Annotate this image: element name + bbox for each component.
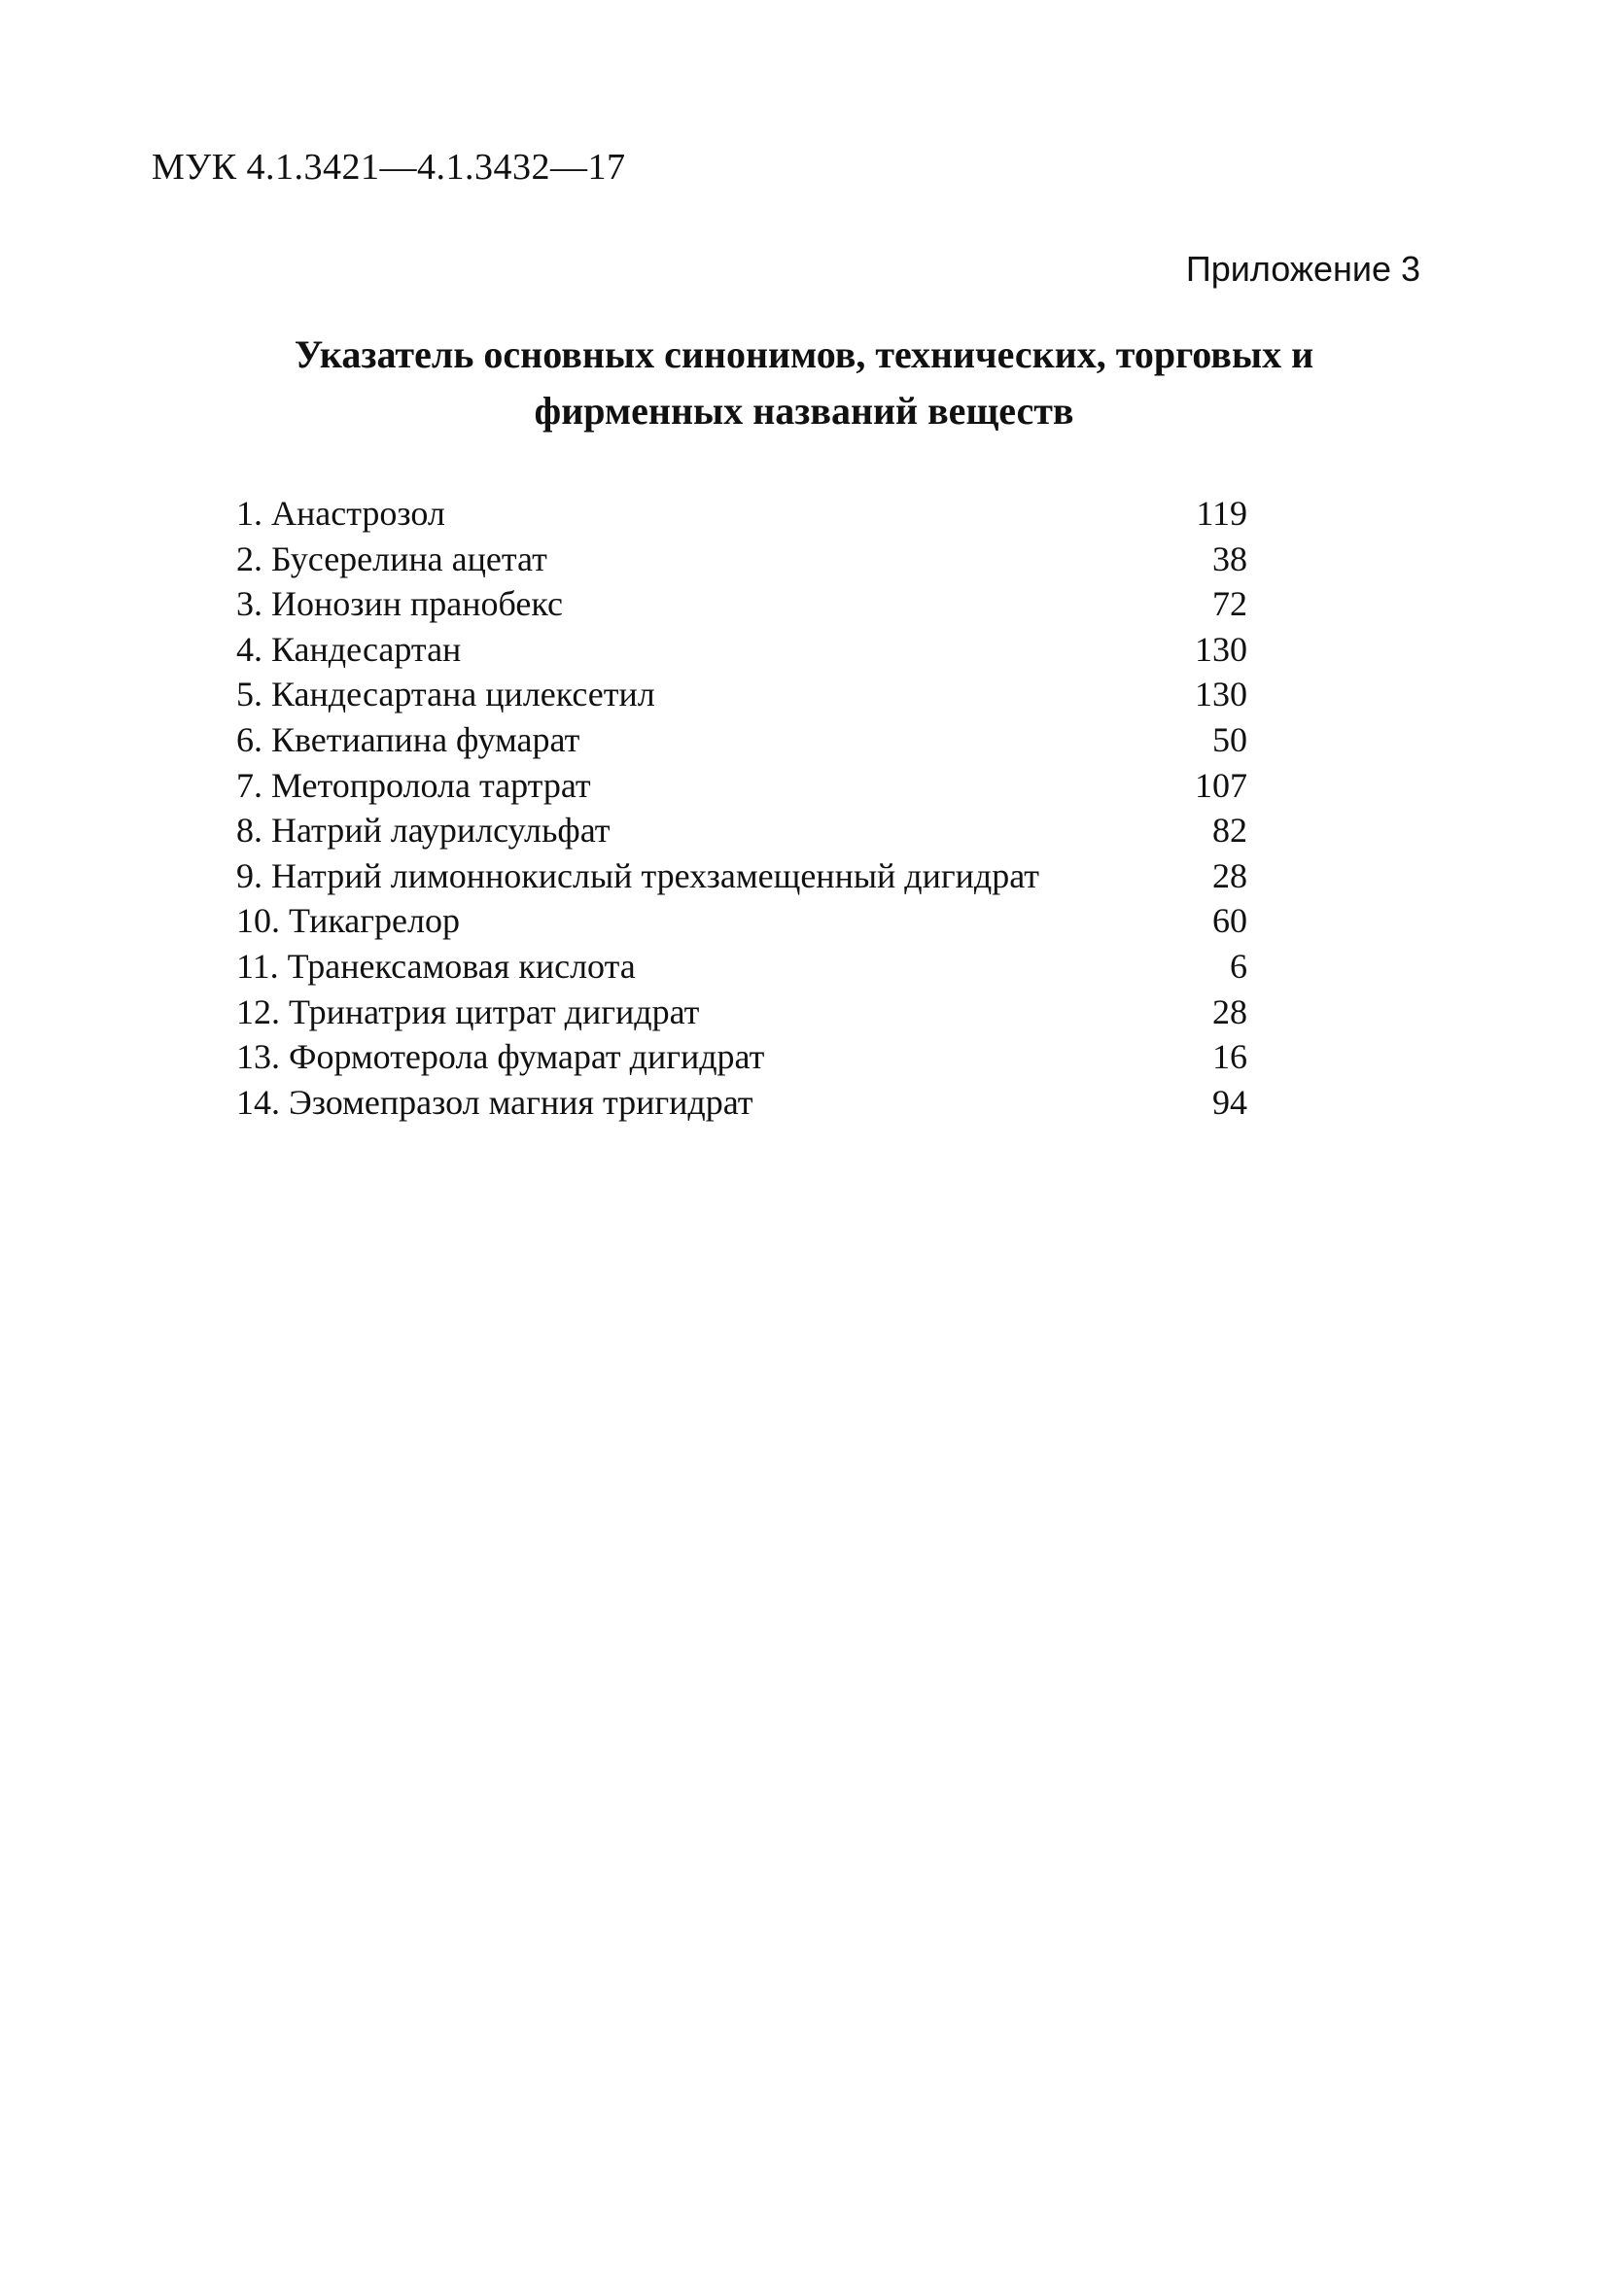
index-entry-page: 94	[1212, 1082, 1247, 1122]
index-entry-page: 82	[1212, 811, 1247, 851]
index-entry-label: 14. Эзомепразол магния тригидрат	[236, 1082, 753, 1122]
appendix-label: Приложение 3	[1185, 249, 1420, 289]
index-entry-page: 28	[1212, 855, 1247, 895]
index-entry	[236, 898, 1247, 944]
page-title	[0, 327, 1608, 439]
index-entry	[236, 537, 1247, 582]
index-entry	[236, 763, 1247, 809]
index-entry	[236, 627, 1247, 673]
index-entry-label: 2. Бусерелина ацетат	[236, 539, 547, 578]
index-entry-page: 119	[1196, 494, 1247, 533]
index-entry-label: 8. Натрий лаурилсульфат	[236, 811, 611, 851]
index-entry-label: 12. Тринатрия цитрат дигидрат	[236, 991, 700, 1031]
index-entry-label: 3. Ионозин пранобекс	[236, 584, 563, 624]
index-entry-label: 9. Натрий лимоннокислый трехзамещенный дигидрат	[236, 855, 1039, 895]
index-entry	[236, 944, 1247, 990]
index-entry-label: 4. Кандесартан	[236, 629, 462, 669]
index-entry-page: 16	[1212, 1037, 1247, 1077]
index-entry-label: 13. Формотерола фумарат дигидрат	[236, 1037, 765, 1077]
index-entry-page: 60	[1212, 901, 1247, 941]
index-entry-page: 130	[1195, 675, 1247, 714]
index-entry	[236, 808, 1247, 853]
index-entry-page: 72	[1212, 584, 1247, 624]
index-entry-label: 6. Кветиапина фумарат	[236, 719, 580, 759]
index-entry	[236, 672, 1247, 717]
index-entry	[236, 581, 1247, 627]
index-entry	[236, 990, 1247, 1035]
index-entry-label: 11. Транексамовая кислота	[236, 946, 636, 986]
index-entry-page: 107	[1195, 765, 1247, 805]
index-entry	[236, 1080, 1247, 1126]
index-entry-page: 6	[1230, 946, 1247, 986]
index-entry-label: 10. Тикагрелор	[236, 901, 460, 941]
substance-index-list	[236, 491, 1247, 1125]
index-entry-label: 1. Анастрозол	[236, 494, 445, 533]
index-entry-label: 5. Кандесартана цилексетил	[236, 675, 655, 714]
index-entry	[236, 1034, 1247, 1080]
index-entry-page: 28	[1212, 991, 1247, 1031]
index-entry-page: 130	[1195, 629, 1247, 669]
title-line-2: фирменных названий веществ	[534, 389, 1074, 433]
index-entry	[236, 717, 1247, 763]
document-code: МУК 4.1.3421—4.1.3432—17	[152, 147, 626, 188]
index-entry-label: 7. Метопролола тартрат	[236, 765, 591, 805]
index-entry-page: 50	[1212, 719, 1247, 759]
index-entry	[236, 853, 1247, 899]
title-line-1: Указатель основных синонимов, технических, торговых и	[294, 332, 1314, 376]
index-entry-page: 38	[1212, 539, 1247, 578]
index-entry	[236, 491, 1247, 537]
